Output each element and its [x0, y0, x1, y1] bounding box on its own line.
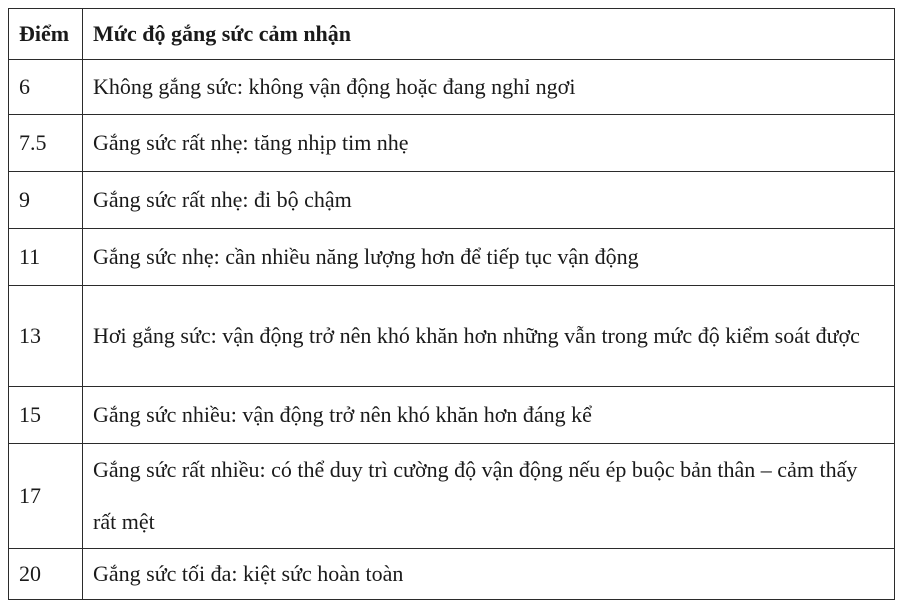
header-description: Mức độ gắng sức cảm nhận [83, 9, 895, 60]
score-cell: 11 [9, 229, 83, 286]
table-row [9, 387, 895, 444]
score-cell: 6 [9, 60, 83, 115]
table-header-row [9, 9, 895, 60]
table-row [9, 286, 895, 387]
table-row [9, 229, 895, 286]
perceived-exertion-table [8, 8, 895, 600]
score-cell: 20 [9, 549, 83, 600]
header-score: Điểm [9, 9, 83, 60]
score-cell: 13 [9, 286, 83, 387]
description-cell: Gắng sức rất nhẹ: tăng nhịp tim nhẹ [83, 115, 895, 172]
description-cell: Gắng sức tối đa: kiệt sức hoàn toàn [83, 549, 895, 600]
score-cell: 7.5 [9, 115, 83, 172]
table-row [9, 60, 895, 115]
description-cell: Gắng sức nhiều: vận động trở nên khó khăn hơn đáng kể [83, 387, 895, 444]
score-cell: 17 [9, 444, 83, 549]
description-cell: Gắng sức nhẹ: cần nhiều năng lượng hơn để tiếp tục vận động [83, 229, 895, 286]
table-row [9, 549, 895, 600]
table-row [9, 172, 895, 229]
description-cell: Gắng sức rất nhiều: có thể duy trì cường độ vận động nếu ép buộc bản thân – cảm thấy rất mệt [83, 444, 895, 549]
score-cell: 9 [9, 172, 83, 229]
description-cell: Gắng sức rất nhẹ: đi bộ chậm [83, 172, 895, 229]
description-cell: Hơi gắng sức: vận động trở nên khó khăn hơn những vẫn trong mức độ kiểm soát được [83, 286, 895, 387]
table-row [9, 444, 895, 549]
description-cell: Không gắng sức: không vận động hoặc đang nghỉ ngơi [83, 60, 895, 115]
score-cell: 15 [9, 387, 83, 444]
table-row [9, 115, 895, 172]
